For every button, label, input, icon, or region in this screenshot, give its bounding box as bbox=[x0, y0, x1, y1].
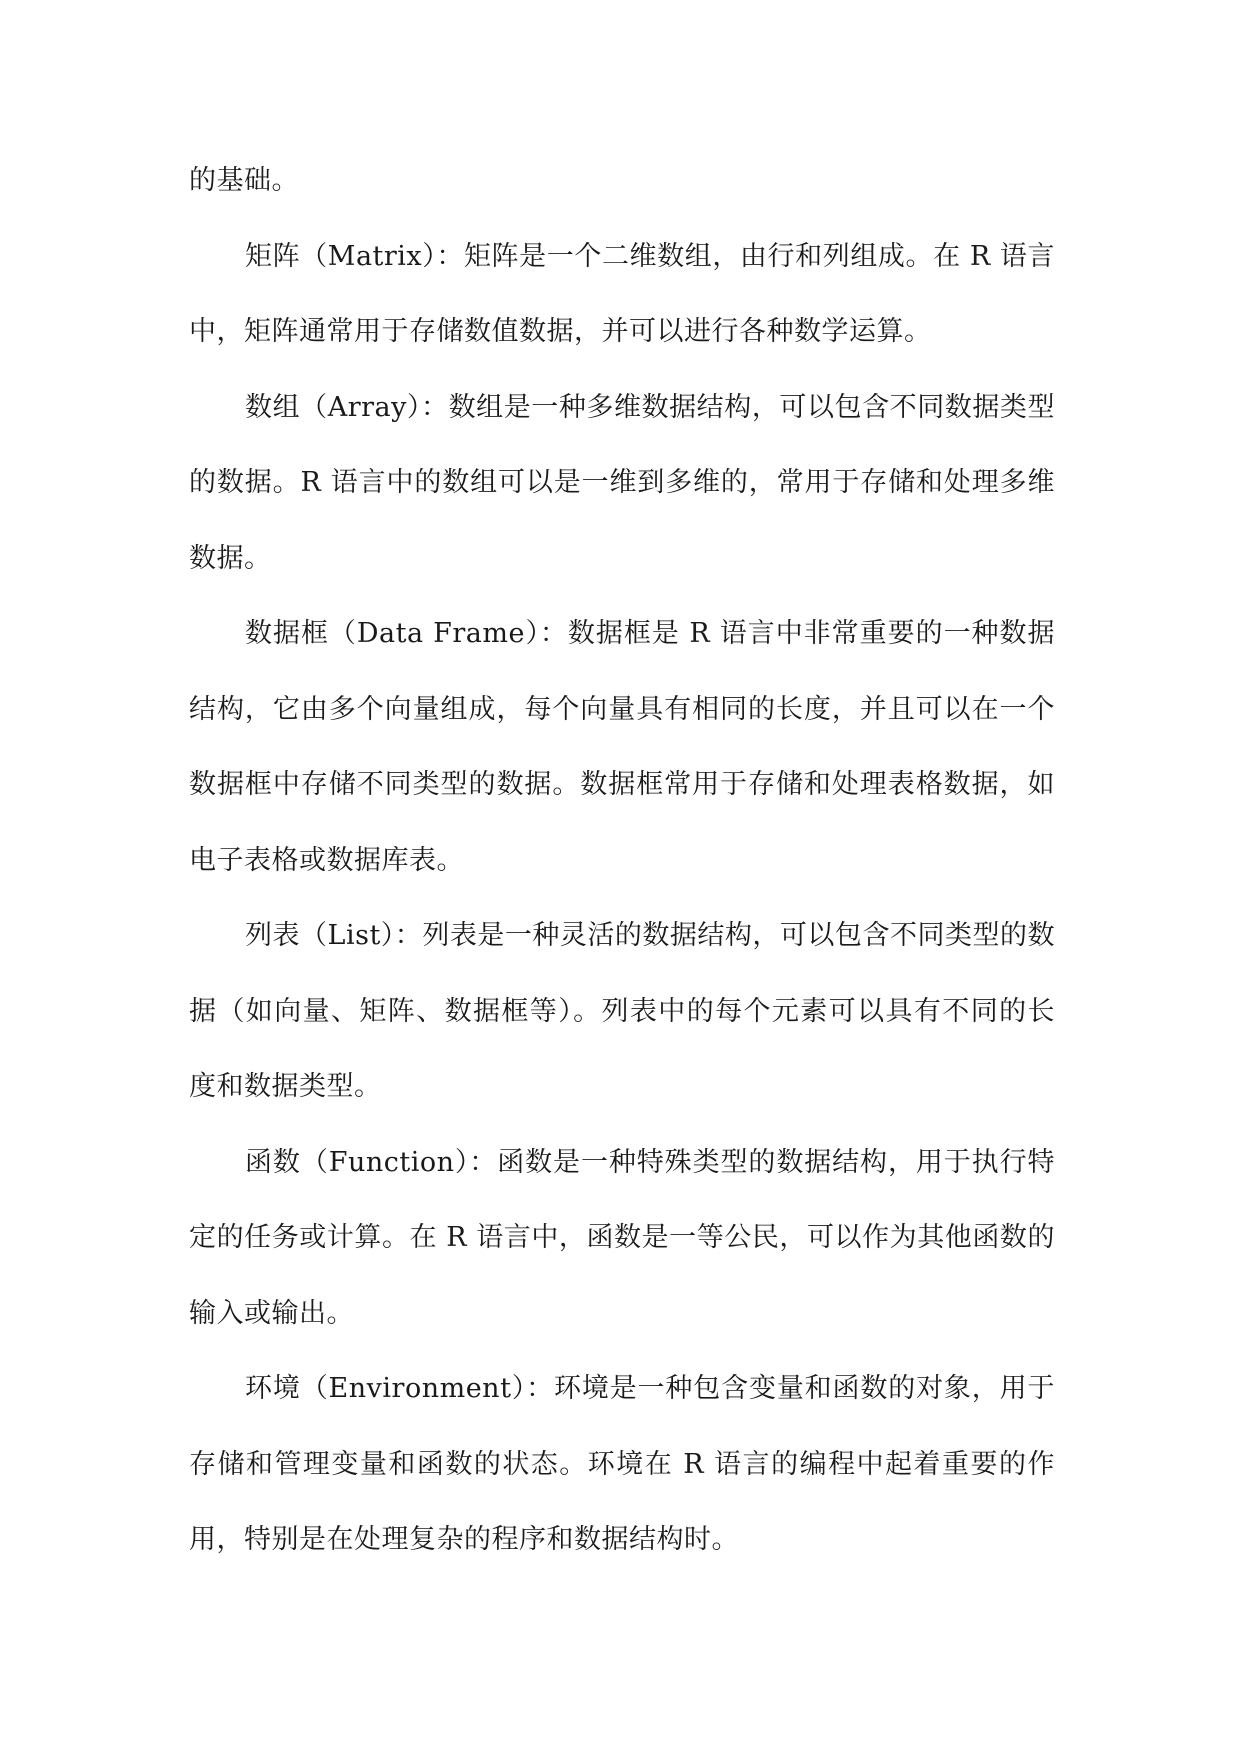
paragraph-data-frame: 数据框（Data Frame）：数据框是 R 语言中非常重要的一种数据结构，它由多个向量组成，每个向量具有相同的长度，并且可以在一个数据框中存储不同类型的数据。数据框常用于存储和处理表格数据，如电子表格或数据库表。 bbox=[189, 618, 1055, 876]
paragraph-matrix: 矩阵（Matrix）：矩阵是一个二维数组，由行和列组成。在 R 语言中，矩阵通常用于存储数值数据，并可以进行各种数学运算。 bbox=[189, 240, 1055, 347]
paragraph-array: 数组（Array）：数组是一种多维数据结构，可以包含不同数据类型的数据。R 语言中的数组可以是一维到多维的，常用于存储和处理多维数据。 bbox=[189, 391, 1055, 574]
paragraph-continuation: 的基础。 bbox=[189, 165, 299, 196]
paragraph-list: 列表（List）：列表是一种灵活的数据结构，可以包含不同类型的数据（如向量、矩阵、数据框等）。列表中的每个元素可以具有不同的长度和数据类型。 bbox=[189, 920, 1055, 1102]
document-body bbox=[189, 143, 1055, 1578]
paragraph-function: 函数（Function）：函数是一种特殊类型的数据结构，用于执行特定的任务或计算。在 R 语言中，函数是一等公民，可以作为其他函数的输入或输出。 bbox=[189, 1146, 1055, 1329]
paragraph-environment: 环境（Environment）：环境是一种包含变量和函数的对象，用于存储和管理变量和函数的状态。环境在 R 语言的编程中起着重要的作用，特别是在处理复杂的程序和数据结构时。 bbox=[189, 1373, 1055, 1555]
